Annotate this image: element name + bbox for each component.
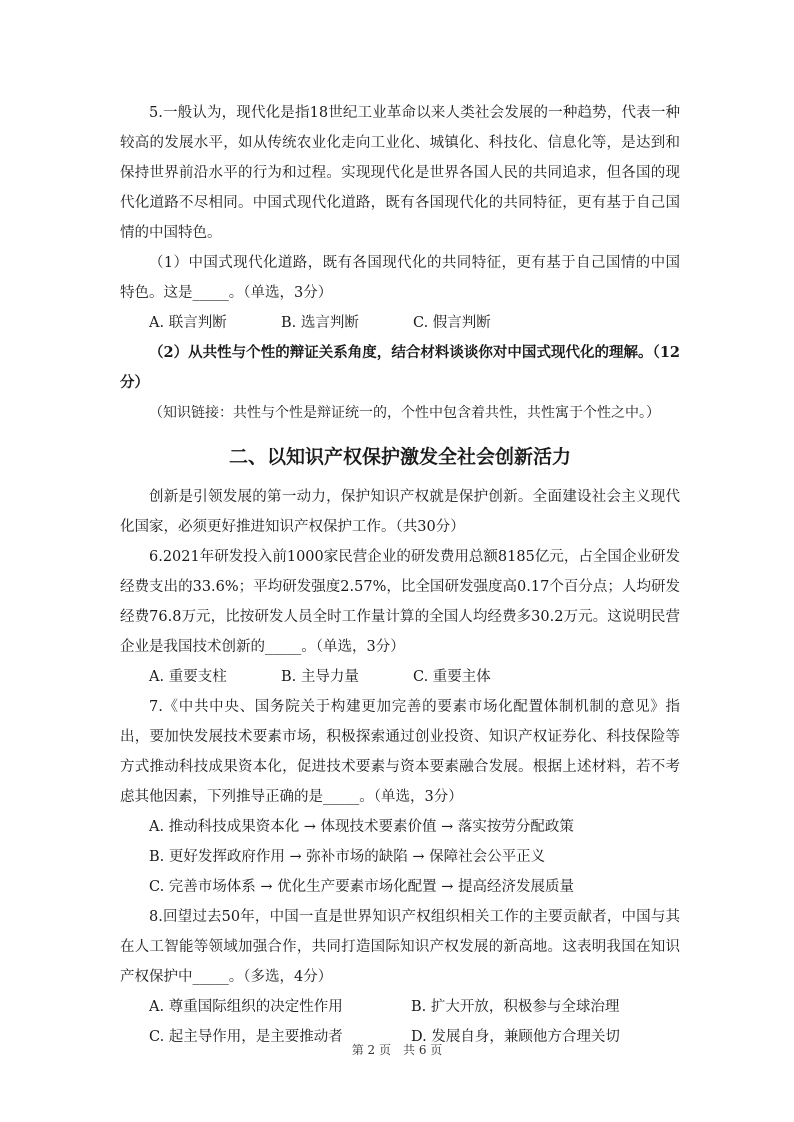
q6-option-c: C. 重要主体 [413, 669, 491, 685]
section-2-intro: 创新是引领发展的第一动力，保护知识产权就是保护创新。全面建设社会主义现代化国家，必须更好推进知识产权保护工作。（共30分） [120, 489, 680, 535]
q7-text: 7.《中共中央、国务院关于构建更加完善的要素市场化配置体制机制的意见》指出，要加快发展技术要素市场，积极探索通过创业投资、知识产权证券化、科技保险等方式推动科技成果资本化，促进技术要素与资本要素融合发展。根据上述材料，若不考虑其他因素，下列推导正确的是_____。（单选，3分） [120, 699, 680, 805]
q6-text: 6.2021年研发投入前1000家民营企业的研发费用总额8185亿元，占全国企业研发经费支出的33.6%；平均研发强度2.57%，比全国研发强度高0.17个百分点；人均研发经费76.8万元，比按研发人员全时工作量计算的全国人均经费多30.2万元。这说明民营企业是我国技术创新的_____。（单选，3分） [120, 549, 680, 655]
q6-option-b: B. 主导力量 [281, 669, 359, 685]
q6-options [120, 662, 680, 692]
q5-option-c: C. 假言判断 [413, 315, 491, 331]
q8-options-row-1 [120, 992, 680, 1022]
q8-option-b: B. 扩大开放，积极参与全球治理 [411, 999, 620, 1015]
q7-option-a: A. 推动科技成果资本化 → 体现技术要素价值 → 落实按劳分配政策 [149, 819, 574, 835]
q5-option-a: A. 联言判断 [149, 315, 227, 331]
q5-sub1-options [120, 308, 680, 338]
q8-option-d: D. 发展自身，兼顾他方合理关切 [411, 1029, 620, 1045]
q8-option-c: C. 起主导作用，是主要推动者 [149, 1029, 343, 1045]
q5-sub1: （1）中国式现代化道路，既有各国现代化的共同特征，更有基于自己国情的中国特色。这是_____。（单选，3分） [120, 255, 680, 301]
q7-option-c: C. 完善市场体系 → 优化生产要素市场化配置 → 提高经济发展质量 [149, 879, 575, 895]
q5-option-b: B. 选言判断 [281, 315, 359, 331]
section-2-title: 二、以知识产权保护激发全社会创新活力 [228, 446, 571, 468]
document-page [120, 98, 680, 1052]
q5-intro: 5.一般认为，现代化是指18世纪工业革命以来人类社会发展的一种趋势，代表一种较高的发展水平，如从传统农业化走向工业化、城镇化、科技化、信息化等，是达到和保持世界前沿水平的行为和过程。实现现代化是世界各国人民的共同追求，但各国的现代化道路不尽相同。中国式现代化道路，既有各国现代化的共同特征，更有基于自己国情的中国特色。 [120, 105, 680, 241]
q8-option-a: A. 尊重国际组织的决定性作用 [149, 999, 343, 1015]
q7-option-b: B. 更好发挥政府作用 → 弥补市场的缺陷 → 保障社会公平正义 [149, 849, 546, 865]
q8-text: 8.回望过去50年，中国一直是世界知识产权组织相关工作的主要贡献者，中国与其在人工智能等领域加强合作，共同打造国际知识产权发展的新高地。这表明我国在知识产权保护中_____。（多选，4分） [120, 909, 680, 985]
q6-option-a: A. 重要支柱 [149, 669, 227, 685]
page-number-footer: 第 2 页 共 6 页 [351, 1043, 443, 1057]
q5-sub2: （2）从共性与个性的辩证关系角度，结合材料谈谈你对中国式现代化的理解。（12分） [120, 344, 680, 391]
q5-knowledge-link: （知识链接：共性与个性是辩证统一的，个性中包含着共性，共性寓于个性之中。） [149, 405, 660, 421]
